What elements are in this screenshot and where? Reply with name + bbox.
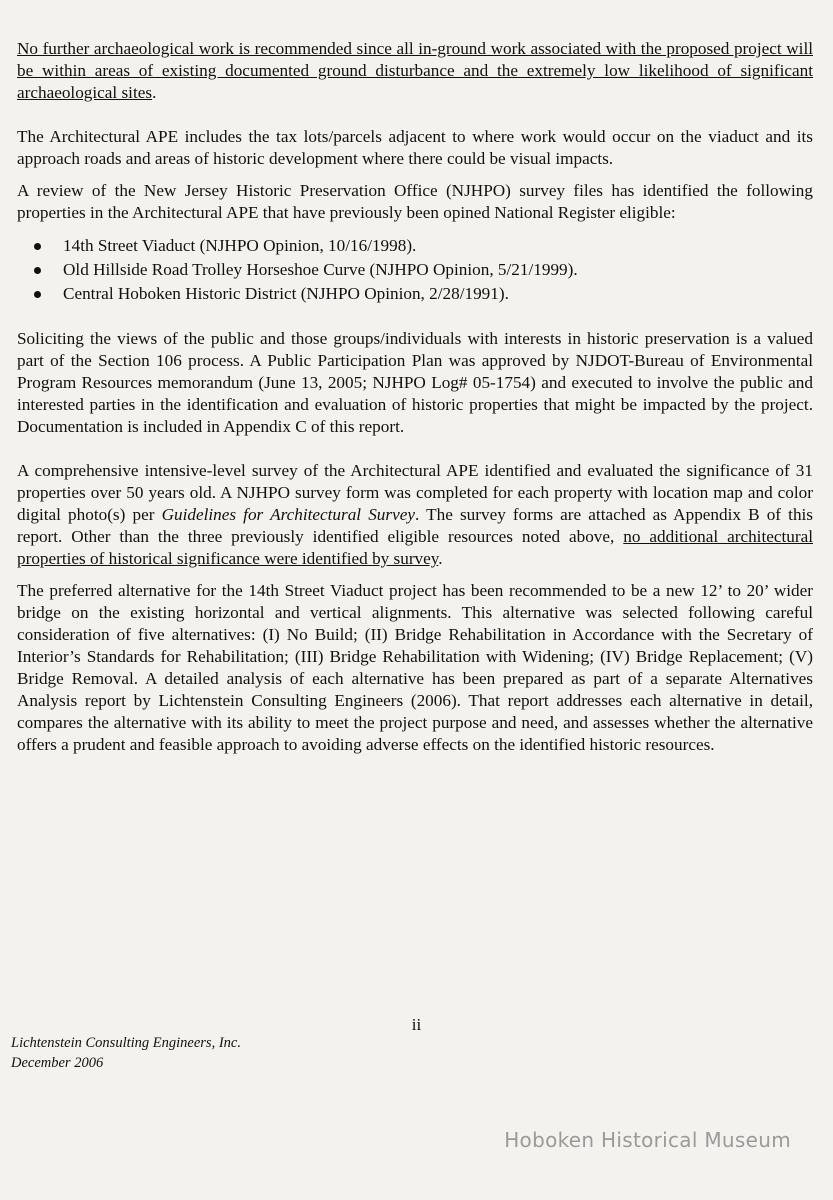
eligible-properties-list bbox=[17, 234, 813, 306]
list-item: 14th Street Viaduct (NJHPO Opinion, 10/16/1998). bbox=[17, 234, 813, 258]
document-body bbox=[17, 38, 813, 756]
list-item: Old Hillside Road Trolley Horseshoe Curve (NJHPO Opinion, 5/21/1999). bbox=[17, 258, 813, 282]
footer-date: December 2006 bbox=[11, 1055, 104, 1071]
watermark: Hoboken Historical Museum bbox=[504, 1128, 791, 1152]
paragraph-public-participation: Soliciting the views of the public and those groups/individuals with interests in historic preservation is a valued part of the Section 106 process. A Public Participation Plan was approved by NJDOT-Bureau of Environmental Program Resources memorandum (June 13, 2005; NJHPO Log# 05-1754) and executed to involve the public and interested parties in the identification and evaluation of historic properties that might be impacted by the project. Documentation is included in Appendix C of this report. bbox=[17, 329, 813, 436]
paragraph-preferred-alternative: The preferred alternative for the 14th Street Viaduct project has been recommended to be a new 12’ to 20’ wider bridge on the existing horizontal and vertical alignments. This alternative was selected following careful consideration of five alternatives: (I) No Build; (II) Bridge Rehabilitation in Accordance with the Secretary of Interior’s Standards for Rehabilitation; (III) Bridge Rehabilitation with Widening; (IV) Bridge Replacement; (V) Bridge Removal. A detailed analysis of each alternative has been prepared as part of a separate Alternatives Analysis report by Lichtenstein Consulting Engineers (2006). That report addresses each alternative in detail, compares the alternative with its ability to meet the project purpose and need, and assesses whether the alternative offers a prudent and feasible approach to avoiding adverse effects on the identified historic resources. bbox=[17, 581, 813, 754]
page-number: ii bbox=[411, 1015, 422, 1034]
list-item: Central Hoboken Historic District (NJHPO Opinion, 2/28/1991). bbox=[17, 282, 813, 306]
footer bbox=[11, 1033, 241, 1073]
paragraph-survey: A comprehensive intensive-level survey of the Architectural APE identified and evaluated the significance of 31 properties over 50 years old. A NJHPO survey form was completed for each property with location map and color digital photo(s) per Guidelines for Architectural Survey. The survey forms are attached as Appendix B of this report. Other than the three previously identified eligible resources noted above, no additional architectural properties of historical significance were identified by survey. bbox=[17, 461, 813, 568]
paragraph-architectural-ape: The Architectural APE includes the tax lots/parcels adjacent to where work would occur on the viaduct and its approach roads and areas of historic development where there could be visual impacts. bbox=[17, 127, 813, 168]
footer-company: Lichtenstein Consulting Engineers, Inc. bbox=[11, 1035, 241, 1051]
paragraph-njhpo-review: A review of the New Jersey Historic Preservation Office (NJHPO) survey files has identified the following properties in the Architectural APE that have previously been opined National Register eligible: bbox=[17, 181, 813, 222]
paragraph-archaeology: No further archaeological work is recommended since all in-ground work associated with the proposed project will be within areas of existing documented ground disturbance and the extremely low likelihood of significant archaeological sites. bbox=[17, 39, 813, 102]
